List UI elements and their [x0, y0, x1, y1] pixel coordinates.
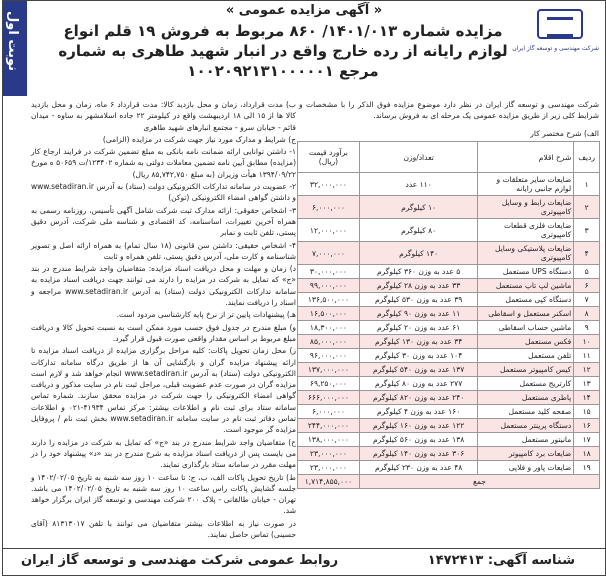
table-row	[298, 219, 600, 242]
cell-name: تلفن مستعمل	[478, 349, 574, 363]
table-row	[298, 196, 600, 219]
cell-price: ۷,۰۰۰,۰۰۰	[298, 242, 360, 265]
ad-number: شناسه آگهی: ۱۴۷۲۴۱۳	[427, 553, 575, 568]
condition-paragraph: ۳- اشخاص حقوقی: ارائه مدارک ثبت شرکت شامل آگهی تأسیس، روزنامه رسمی به همراه آخرین تغییرات، اساسنامه، کد اقتصادی و شناسه ملی شرکت، آدرس دقیق پستی، تلفن ثابت و نمابر	[31, 205, 296, 238]
ad-page	[2, 0, 606, 576]
items-table	[297, 141, 600, 489]
footer-bar	[3, 548, 605, 575]
cell-qty: ۲۴۰ عدد به وزن ۸۲۰ کیلوگرم	[359, 391, 478, 405]
condition-paragraph: ب) مدت قرارداد، زمان و محل بازدید کالا: مدت قرارداد ۶ ماه، زمان و محل بازدید کالا ها از ۱۵ الی ۱۸ اردیبهشت واقع در کیلومتر ۲۲ جاده اسلامشهر به ساوه - میدان قائم - خیابان سرو - مجتمع انبارهای شهید طاهری	[31, 100, 297, 132]
cell-radif: ۱	[574, 173, 600, 196]
total-label: جمع	[359, 475, 599, 489]
cell-name: مانیتور مستعمل	[478, 433, 574, 447]
condition-paragraph: در صورت نیاز به اطلاعات بیشتر متقاضیان می توانند با تلفن ۸۱۳۱۳۰۱۷ (آقای حسینی) تماس حاصل نمایند.	[31, 518, 296, 539]
table-header-row	[298, 142, 600, 173]
table-row	[298, 391, 600, 405]
cell-qty: ۸۰ کیلوگرم	[359, 219, 478, 242]
cell-radif: ۱۲	[574, 363, 600, 377]
cell-price: ۶,۰۰۰,۰۰۰	[298, 405, 360, 419]
cell-radif: ۱۵	[574, 405, 600, 419]
cell-name: کیس کامپیوتر مستعمل	[478, 363, 574, 377]
cell-radif: ۱۰	[574, 335, 600, 349]
cell-qty: ۳۴ عدد به وزن ۱۳۰ کیلوگرم	[359, 335, 478, 349]
cell-price: ۱۶,۵۰۰,۰۰۰	[298, 307, 360, 321]
cell-name: صفحه کلید مستعمل	[478, 405, 574, 419]
table-row	[298, 461, 600, 475]
cell-radif: ۱۹	[574, 461, 600, 475]
table-row	[298, 321, 600, 335]
cell-qty: ۳۹ عدد به وزن ۵۳۰ کیلوگرم	[359, 293, 478, 307]
header-name: شرح اقلام	[478, 142, 574, 173]
condition-paragraph: ط) تاریخ تحویل پاکات الف، ب، ج: تا ساعت ۱۰ روز سه شنبه به تاریخ ۱۴۰۲/۰۲/۰۵ و جلسه گشایش پاکات راس ساعت ۱۰ روز سه شنبه به تاریخ ۱۴۰۲/۰۲/۰۵ می باشد. تهران - خیابان طالقانی - پلاک ۲۰۰ شرکت مهندسی و توسعه گاز ایران برگزار خواهد شد.	[31, 472, 297, 516]
condition-paragraph: ۴- اشخاص حقیقی: داشتن سن قانونی (۱۸ سال تمام) به همراه ارائه اصل و تصویر شناسنامه و کارت ملی، آدرس دقیق پستی، تلفن همراه و ثابت	[31, 240, 297, 261]
notice-round-label: نوبت اول	[5, 11, 20, 72]
cell-price: ۱۸,۳۰۰,۰۰۰	[298, 321, 360, 335]
cell-name: ضایعات پلاستیکی وسایل کامپیوتری	[478, 242, 574, 265]
table-row	[298, 279, 600, 293]
cell-name: دستگاه کپی مستعمل	[478, 293, 574, 307]
cell-price: ۸۵,۰۰۰,۰۰۰	[298, 335, 360, 349]
table-row	[298, 377, 600, 391]
cell-price: ۱۳۶,۵۰۰,۰۰۰	[298, 293, 360, 307]
ad-title: مزایده شماره ۱۴۰۱/۰۱۳/ ۸۶۰ مربوط به فروش ۱۹ قلم انواع لوازم رایانه از رده خارج واقع در انبار شهید طاهری به شماره مرجع ۱۰۰۲۰۹۲۱۳۱۰۰۰۰۰۱	[58, 22, 508, 80]
cell-price: ۳۲,۰۰۰,۰۰۰	[298, 173, 360, 196]
cell-price: ۱۲,۰۰۰,۰۰۰	[298, 219, 360, 242]
cell-qty: ۱۰ کیلوگرم	[359, 196, 478, 219]
cell-radif: ۱۳	[574, 377, 600, 391]
cell-qty: ۱۱۰ عدد	[359, 173, 478, 196]
header-radif: ردیف	[574, 142, 600, 173]
table-row	[298, 173, 600, 196]
cell-name: پاطری مستعمل	[478, 391, 574, 405]
cell-name: ضایعات سایر متعلقات و لوازم جانبی رایانه	[478, 173, 574, 196]
cell-price: ۱۳۷,۰۰۰,۰۰۰	[298, 363, 360, 377]
cell-radif: ۳	[574, 219, 600, 242]
table-row	[298, 242, 600, 265]
table-total-row	[298, 475, 600, 489]
condition-paragraph: و) مبلغ مندرج در جدول فوق حسب مورد ممکن است به نسبت تحویل کالا و دریافت مبلغ مربوط بر اساس مقدار واقعی صورت قبول قرار گیرد.	[31, 322, 296, 343]
table-row	[298, 419, 600, 433]
cell-radif: ۱۷	[574, 433, 600, 447]
cell-qty: ۱۳۸ عدد به وزن ۵۶۰ کیلوگرم	[359, 433, 478, 447]
table-row	[298, 335, 600, 349]
cell-price: ۶۶۶,۰۰۰,۰۰۰	[298, 391, 360, 405]
condition-paragraph: ۲- عضویت در سامانه تدارکات الکترونیکی دولت (ستاد) به آدرس www.setadiran.ir و داشتن گواهی امضاء الکترونیکی (توکن)	[31, 182, 296, 203]
cell-radif: ۵	[574, 265, 600, 279]
cell-qty: ۶۱ عدد به وزن ۲۰ کیلوگرم	[359, 321, 478, 335]
cell-radif: ۷	[574, 293, 600, 307]
table-row	[298, 405, 600, 419]
header-qty: تعداد/وزن	[359, 142, 478, 173]
cell-qty: ۵ عدد به وزن ۳۶۰ کیلوگرم	[359, 265, 478, 279]
cell-qty: ۴۸ عدد به وزن ۲۳۰ کیلوگرم	[359, 461, 478, 475]
cell-name: ماشین حساب اسقاطی	[478, 321, 574, 335]
condition-paragraph: ح) متقاضیان واجد شرایط مندرج در بند «ج» که تمایل به شرکت در مزایده را دارند می بایست پس از دریافت اسناد مزایده به شرح مندرج در بند «د» پیشنهاد خود را در مهلت مقرر در سامانه ستاد بارگذاری نمایند.	[31, 437, 296, 470]
cell-name: دستگاه پرینتر مستعمل	[478, 419, 574, 433]
cell-qty: ۳۰۶ عدد به وزن ۱۴۰ کیلوگرم	[359, 447, 478, 461]
table-row	[298, 363, 600, 377]
cell-radif: ۱۶	[574, 419, 600, 433]
condition-paragraph: د) زمان و مهلت و محل دریافت اسناد مزایده: متقاضیان واجد شرایط مندرج در بند «ج» که تمایل به شرکت در مزایده را دارند می توانند جهت دریافت اسناد مزایده به سامانه تدارکات الکترونیکی دولت (ستاد) به آدرس www.setadiran.ir مراجعه و اسناد را دریافت نمایند.	[31, 264, 296, 308]
cell-radif: ۸	[574, 307, 600, 321]
cell-radif: ۱۱	[574, 349, 600, 363]
cell-qty: ۲۷۷ عدد به وزن ۸۰ کیلوگرم	[359, 377, 478, 391]
table-row	[298, 447, 600, 461]
cell-name: کارتریج مستعمل	[478, 377, 574, 391]
cell-name: ضایعات فلزی قطعات کامپیوتری	[478, 219, 574, 242]
cell-radif: ۴	[574, 242, 600, 265]
cell-price: ۹۶,۰۰۰,۰۰۰	[298, 349, 360, 363]
ad-heading: « آگهی مزایده عمومی »	[225, 3, 383, 18]
condition-paragraph: ج) شرایط و مدارک مورد نیاز جهت شرکت در مزایده (الزامی)	[102, 134, 296, 144]
table-row	[298, 307, 600, 321]
cell-price: ۲۳,۰۰۰,۰۰۰	[298, 447, 360, 461]
conditions-column	[31, 99, 296, 541]
cell-price: ۳۰,۰۰۰,۰۰۰	[298, 265, 360, 279]
cell-name: ضایعات برد کامپیوتر	[478, 447, 574, 461]
cell-price: ۶۹,۲۵۰,۰۰۰	[298, 377, 360, 391]
header-price: برآورد قیمت (ریال)	[298, 142, 360, 173]
cell-name: اسکنر مستعمل و اسقاطی	[478, 307, 574, 321]
cell-qty: ۱۶۰ عدد به وزن ۴ کیلوگرم	[359, 405, 478, 419]
cell-price: ۲۴۴,۰۰۰,۰۰۰	[298, 419, 360, 433]
cell-radif: ۹	[574, 321, 600, 335]
cell-qty: ۱۱ عدد به وزن ۹۰ کیلوگرم	[359, 307, 478, 321]
cell-radif: ۱۸	[574, 447, 600, 461]
condition-paragraph: هـ) پیشنهادات پایین تر از نرخ پایه کارشناسی مردود است.	[116, 310, 296, 320]
condition-paragraph: ۱- داشتن توانایی ارائه ضمانت نامه بانکی به مبلغ تضمین شرکت در فرایند ارجاع کار (مزایده) مطابق آیین نامه تضمین معاملات دولتی به شماره ۱۲۳۴۰۲/ت ۵۰۶۵۹ ه مورخ ۱۳۹۴/۰۹/۲۲ هیأت وزیران (به مبلغ ۸۵,۷۴۲,۷۵۰ ریال)	[31, 147, 296, 179]
cell-name: دستگاه UPS مستعمل	[478, 265, 574, 279]
cell-qty: ۳۳ عدد به وزن ۲۸ کیلوگرم	[359, 279, 478, 293]
section-a-heading: الف) شرح مختصر کار	[530, 129, 599, 138]
cell-name: ضایعات پاور و فلاپی	[478, 461, 574, 475]
table-row	[298, 265, 600, 279]
table-row	[298, 349, 600, 363]
cell-radif: ۲	[574, 196, 600, 219]
logo-caption: شرکت مهندسی و توسعه گاز ایران	[512, 45, 599, 52]
cell-price: ۹۹,۰۰۰,۰۰۰	[298, 279, 360, 293]
cell-qty: ۱۲۲ عدد به وزن ۱۶۰ کیلوگرم	[359, 419, 478, 433]
cell-price: ۲۳,۰۰۰,۰۰۰	[298, 461, 360, 475]
table-row	[298, 293, 600, 307]
cell-radif: ۱۴	[574, 391, 600, 405]
public-relations-signature: روابط عمومی شرکت مهندسی و توسعه گاز ایران	[21, 553, 339, 568]
cell-price: ۶,۰۰۰,۰۰۰	[298, 196, 360, 219]
total-value: ۱,۷۱۴,۸۵۵,۰۰۰	[298, 475, 360, 489]
intro-text: شرکت مهندسی و توسعه گاز ایران در نظر دارد موضوع مزایده فوق الذکر را با مشخصات و شرایط کلی زیر از طریق مزایده عمومی یک مرحله ای به فروش برساند.	[299, 100, 599, 120]
cell-qty: ۱۳۷ عدد به وزن ۵۴۰ کیلوگرم	[359, 363, 478, 377]
cell-name: ضایعات رابط و وسایل کامپیوتری	[478, 196, 574, 219]
cell-qty: ۱۴۰ کیلوگرم	[359, 242, 478, 265]
cell-radif: ۶	[574, 279, 600, 293]
table-row	[298, 433, 600, 447]
cell-name: ماشین لپ تاپ مستعمل	[478, 279, 574, 293]
condition-paragraph: ز) محل زمان تحویل پاکات: کلیه مراحل برگزاری مزایده از دریافت اسناد مزایده تا ارائه پیشنهاد مزایده گران و بازگشایی آن ها از طریق درگاه سامانه تدارکات الکترونیکی دولت (ستاد) به آدرس www.setadiran.ir انجام خواهد شد و لازم است مزایده گران در صورت عدم عضویت قبلی، مراحل ثبت نام در سایت مذکور و دریافت گواهی امضاء الکترونیکی را جهت شرکت در مزایده محقق سازند. شماره تماس سامانه ستاد برای ثبت نام و اطلاعات بیشتر: مرکز تماس ۴۱۹۳۴-۰۲۱ و اطلاعات تماس دفاتر ثبت نام در سایت سامانه www.setadiran.ir بخش ثبت نام / پروفایل مزایده گر موجود است.	[31, 346, 296, 435]
cell-qty: ۱۰۴ عدد به وزن ۳۰ کیلوگرم	[359, 349, 478, 363]
cell-name: فکس مستعمل	[478, 335, 574, 349]
cell-price: ۱۳۸,۰۰۰,۰۰۰	[298, 433, 360, 447]
